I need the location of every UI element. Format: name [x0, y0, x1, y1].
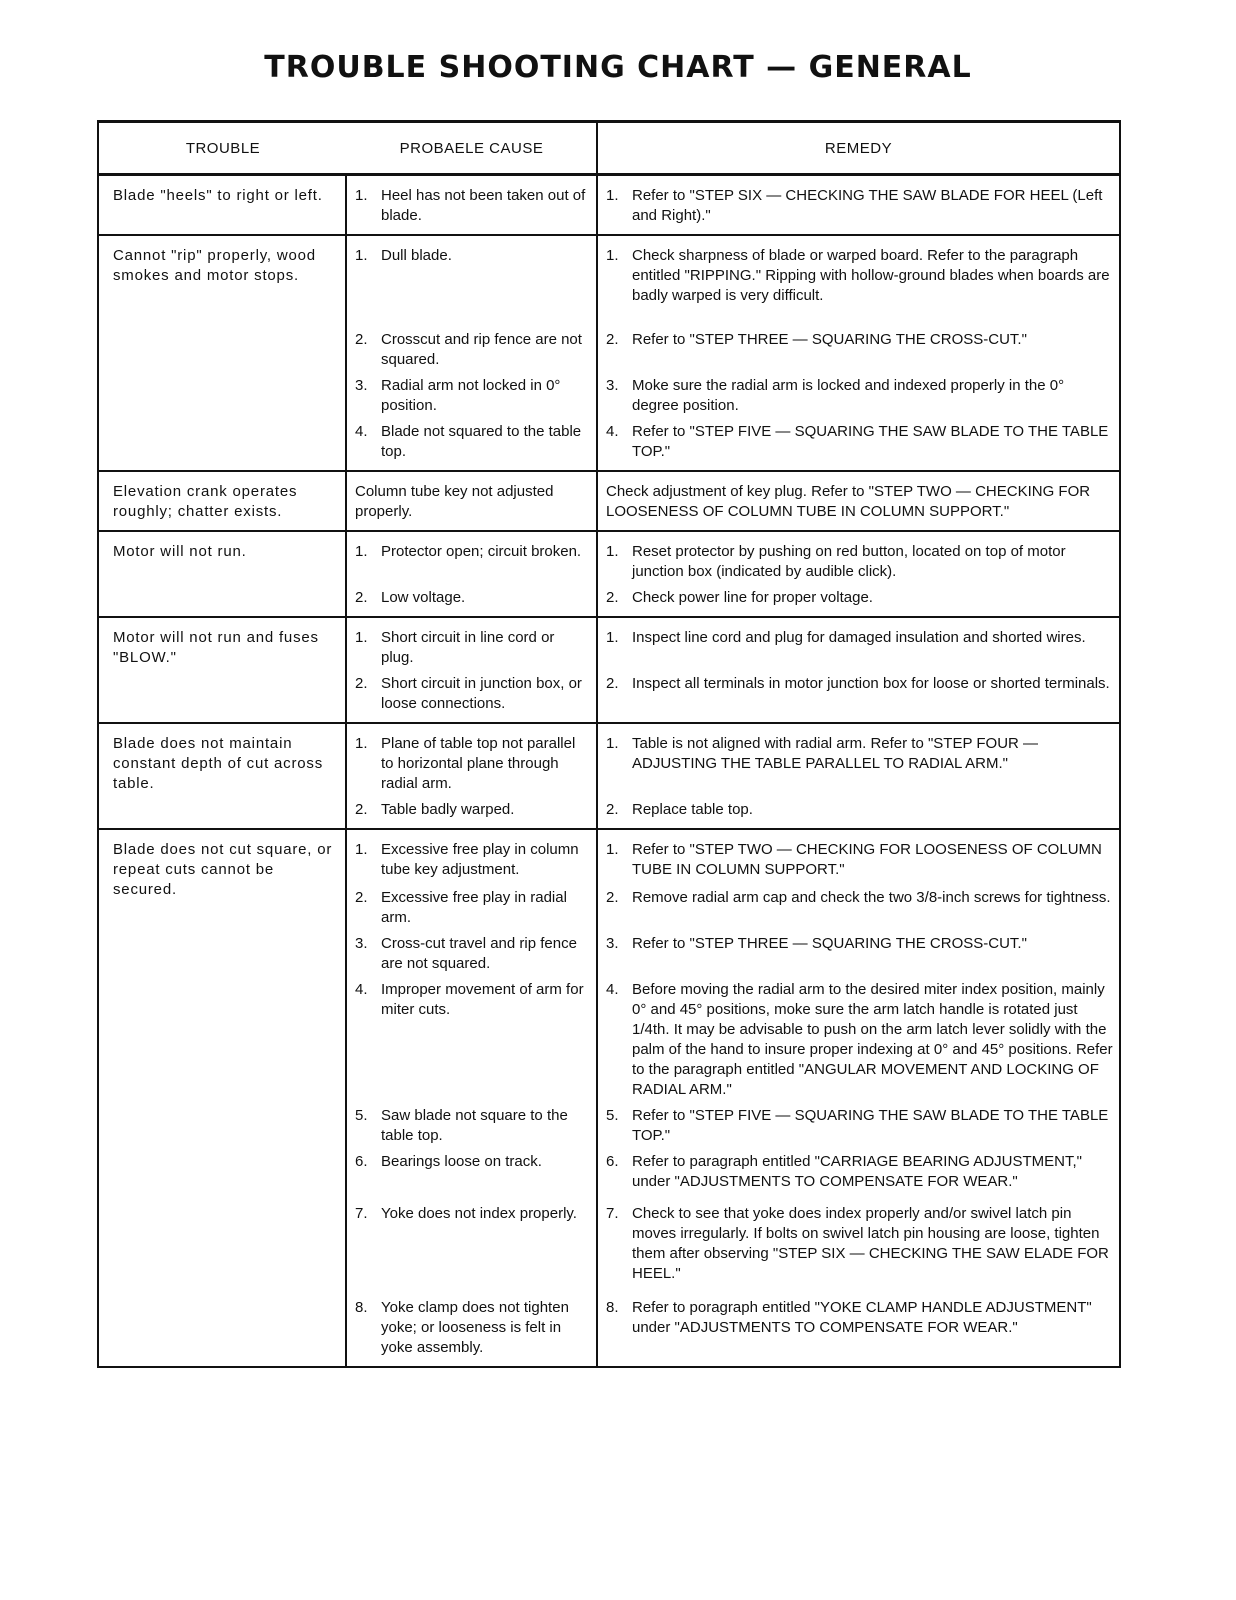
trouble-cell: Blade does not cut square, or repeat cuts cannot be secured.	[99, 830, 347, 1366]
cause-number: 8.	[355, 1299, 368, 1316]
cause-item	[347, 584, 596, 616]
cause-item	[347, 472, 596, 530]
remedy-text: Refer to "STEP THREE — SQUARING THE CROSS-CUT."	[632, 331, 1027, 348]
remedy-number: 1.	[606, 841, 619, 858]
cause-text: Table badly warped.	[381, 801, 515, 818]
remedy-number: 8.	[606, 1299, 619, 1316]
cause-item	[347, 884, 596, 930]
remedy-number: 2.	[606, 801, 619, 818]
remedy-number: 1.	[606, 187, 619, 204]
troubleshooting-table	[97, 120, 1121, 1368]
table-body	[99, 176, 1119, 1366]
cause-number: 6.	[355, 1153, 368, 1170]
trouble-cell: Blade does not maintain constant depth of cut across table.	[99, 724, 347, 828]
remedy-number: 4.	[606, 981, 619, 998]
remedy-item	[596, 1148, 1119, 1200]
cause-text: Bearings loose on track.	[381, 1153, 542, 1170]
cause-item	[347, 1294, 596, 1366]
remedy-text: Check adjustment of key plug. Refer to "STEP TWO — CHECKING FOR LOOSENESS OF COLUMN TUBE IN COLUMN SUPPORT."	[606, 483, 1091, 520]
cause-item	[347, 930, 596, 976]
remedy-text: Refer to "STEP FIVE — SQUARING THE SAW BLADE TO THE TABLE TOP."	[632, 1107, 1109, 1144]
cause-number: 1.	[355, 841, 368, 858]
remedy-text: Refer to paragraph entitled "CARRIAGE BEARING ADJUSTMENT," under "ADJUSTMENTS TO COMPENSATE FOR WEAR."	[632, 1153, 1082, 1190]
remedy-number: 1.	[606, 247, 619, 264]
cause-text: Low voltage.	[381, 589, 466, 606]
cause-number: 1.	[355, 247, 368, 264]
cause-item	[347, 618, 596, 670]
cause-item	[347, 1148, 596, 1200]
cause-text: Yoke does not index properly.	[381, 1205, 577, 1222]
remedy-number: 3.	[606, 377, 619, 394]
cause-item	[347, 976, 596, 1102]
remedy-text: Check sharpness of blade or warped board. Refer to the paragraph entitled "RIPPING." Ripping with hollow-ground blades when boards are badly warped is very difficult.	[632, 247, 1110, 304]
header-cause: PROBAELE CAUSE	[399, 139, 544, 157]
cause-number: 1.	[355, 629, 368, 646]
cause-item	[347, 236, 596, 326]
remedy-text: Refer to "STEP FIVE — SQUARING THE SAW BLADE TO THE TABLE TOP."	[632, 423, 1109, 460]
cause-text: Cross-cut travel and rip fence are not squared.	[381, 935, 577, 972]
remedy-text: Check to see that yoke does index properly and/or swivel latch pin moves irregularly. If bolts on swivel latch pin housing are loose, tighten them after observing "STEP SIX — CHECKING THE SAW ELADE FOR HEEL."	[632, 1205, 1109, 1282]
remedy-number: 4.	[606, 423, 619, 440]
remedy-text: Before moving the radial arm to the desired miter index position, mainly 0° and 45° positions, moke sure the arm latch handle is rotated just 1/4th. It may be advisable to push on the arm latch lever solidly with the palm of the hand to insure proper indexing at 0° and 45° positions. Refer to the paragraph entitled "ANGULAR MOVEMENT AND LOCKING OF RADIAL ARM."	[632, 981, 1113, 1098]
cause-number: 4.	[355, 423, 368, 440]
trouble-cell: Cannot "rip" properly, wood smokes and motor stops.	[99, 236, 347, 470]
cause-number: 1.	[355, 543, 368, 560]
remedy-text: Inspect all terminals in motor junction box for loose or shorted terminals.	[632, 675, 1110, 692]
table-row	[99, 618, 1119, 724]
remedy-text: Check power line for proper voltage.	[632, 589, 873, 606]
cause-text: Protector open; circuit broken.	[381, 543, 582, 560]
cause-text: Improper movement of arm for miter cuts.	[381, 981, 584, 1018]
cause-text: Heel has not been taken out of blade.	[381, 187, 586, 224]
remedy-text: Refer to "STEP THREE — SQUARING THE CROSS-CUT."	[632, 935, 1027, 952]
remedy-number: 3.	[606, 935, 619, 952]
remedy-item	[596, 796, 1119, 828]
remedy-item	[596, 930, 1119, 976]
cause-number: 2.	[355, 589, 368, 606]
table-row	[99, 176, 1119, 236]
remedy-text: Refer to poragraph entitled "YOKE CLAMP HANDLE ADJUSTMENT" under "ADJUSTMENTS TO COMPENSATE FOR WEAR."	[632, 1299, 1092, 1336]
cause-number: 3.	[355, 935, 368, 952]
cause-text: Blade not squared to the table top.	[381, 423, 582, 460]
remedy-item	[596, 236, 1119, 326]
cause-item	[347, 1102, 596, 1148]
remedy-text: Replace table top.	[632, 801, 753, 818]
remedy-item	[596, 1294, 1119, 1366]
cause-text: Excessive free play in radial arm.	[381, 889, 567, 926]
remedy-text: Remove radial arm cap and check the two 3/8-inch screws for tightness.	[632, 889, 1111, 906]
cause-number: 2.	[355, 675, 368, 692]
remedy-item	[596, 830, 1119, 884]
cause-text: Radial arm not locked in 0° position.	[381, 377, 561, 414]
remedy-item	[596, 884, 1119, 930]
trouble-cell: Motor will not run.	[99, 532, 347, 616]
cause-item	[347, 830, 596, 884]
remedy-item	[596, 418, 1119, 470]
cause-text: Saw blade not square to the table top.	[381, 1107, 568, 1144]
header-remedy: REMEDY	[596, 123, 1119, 173]
cause-text: Column tube key not adjusted properly.	[355, 483, 554, 520]
remedy-number: 1.	[606, 543, 619, 560]
cause-number: 2.	[355, 331, 368, 348]
cause-number: 1.	[355, 735, 368, 752]
cause-number: 1.	[355, 187, 368, 204]
cause-item	[347, 796, 596, 828]
table-row	[99, 724, 1119, 830]
remedy-item	[596, 618, 1119, 670]
remedy-item	[596, 532, 1119, 584]
remedy-item	[596, 326, 1119, 372]
cause-number: 5.	[355, 1107, 368, 1124]
cause-number: 2.	[355, 889, 368, 906]
table-row	[99, 532, 1119, 618]
remedy-text: Table is not aligned with radial arm. Refer to "STEP FOUR — ADJUSTING THE TABLE PARALLEL TO RADIAL ARM."	[632, 735, 1039, 772]
remedy-item	[596, 584, 1119, 616]
cause-item	[347, 1200, 596, 1294]
remedy-item	[596, 1102, 1119, 1148]
remedy-item	[596, 1200, 1119, 1294]
cause-text: Short circuit in line cord or plug.	[381, 629, 555, 666]
remedy-text: Inspect line cord and plug for damaged insulation and shorted wires.	[632, 629, 1086, 646]
cause-text: Dull blade.	[381, 247, 452, 264]
trouble-cell: Blade "heels" to right or left.	[99, 176, 347, 234]
remedy-number: 2.	[606, 675, 619, 692]
cause-text: Short circuit in junction box, or loose connections.	[381, 675, 582, 712]
cause-item	[347, 532, 596, 584]
trouble-cell: Motor will not run and fuses "BLOW."	[99, 618, 347, 722]
cause-number: 7.	[355, 1205, 368, 1222]
cause-item	[347, 418, 596, 470]
cause-number: 4.	[355, 981, 368, 998]
cause-item	[347, 724, 596, 796]
remedy-number: 7.	[606, 1205, 619, 1222]
remedy-item	[596, 472, 1119, 530]
remedy-number: 2.	[606, 589, 619, 606]
remedy-number: 5.	[606, 1107, 619, 1124]
header-trouble: TROUBLE	[185, 139, 261, 157]
table-row	[99, 830, 1119, 1366]
remedy-number: 1.	[606, 735, 619, 752]
cause-number: 3.	[355, 377, 368, 394]
remedy-number: 1.	[606, 629, 619, 646]
cause-item	[347, 372, 596, 418]
remedy-number: 2.	[606, 889, 619, 906]
table-row	[99, 472, 1119, 532]
remedy-text: Refer to "STEP TWO — CHECKING FOR LOOSENESS OF COLUMN TUBE IN COLUMN SUPPORT."	[632, 841, 1102, 878]
cause-item	[347, 670, 596, 722]
table-header	[99, 123, 1119, 176]
remedy-text: Moke sure the radial arm is locked and indexed properly in the 0° degree position.	[632, 377, 1065, 414]
cause-text: Plane of table top not parallel to horizontal plane through radial arm.	[381, 735, 576, 792]
cause-text: Excessive free play in column tube key adjustment.	[381, 841, 579, 878]
remedy-item	[596, 670, 1119, 722]
remedy-number: 6.	[606, 1153, 619, 1170]
table-row	[99, 236, 1119, 472]
cause-number: 2.	[355, 801, 368, 818]
remedy-item	[596, 372, 1119, 418]
remedy-item	[596, 976, 1119, 1102]
cause-text: Crosscut and rip fence are not squared.	[381, 331, 582, 368]
cause-text: Yoke clamp does not tighten yoke; or looseness is felt in yoke assembly.	[381, 1299, 569, 1356]
remedy-text: Refer to "STEP SIX — CHECKING THE SAW BLADE FOR HEEL (Left and Right)."	[632, 187, 1103, 224]
cause-item	[347, 176, 596, 234]
remedy-text: Reset protector by pushing on red button, located on top of motor junction box (indicated by audible click).	[632, 543, 1066, 580]
trouble-cell: Elevation crank operates roughly; chatter exists.	[99, 472, 347, 530]
remedy-item	[596, 724, 1119, 796]
page-title: TROUBLE SHOOTING CHART — GENERAL	[264, 50, 972, 85]
cause-item	[347, 326, 596, 372]
remedy-item	[596, 176, 1119, 234]
remedy-number: 2.	[606, 331, 619, 348]
